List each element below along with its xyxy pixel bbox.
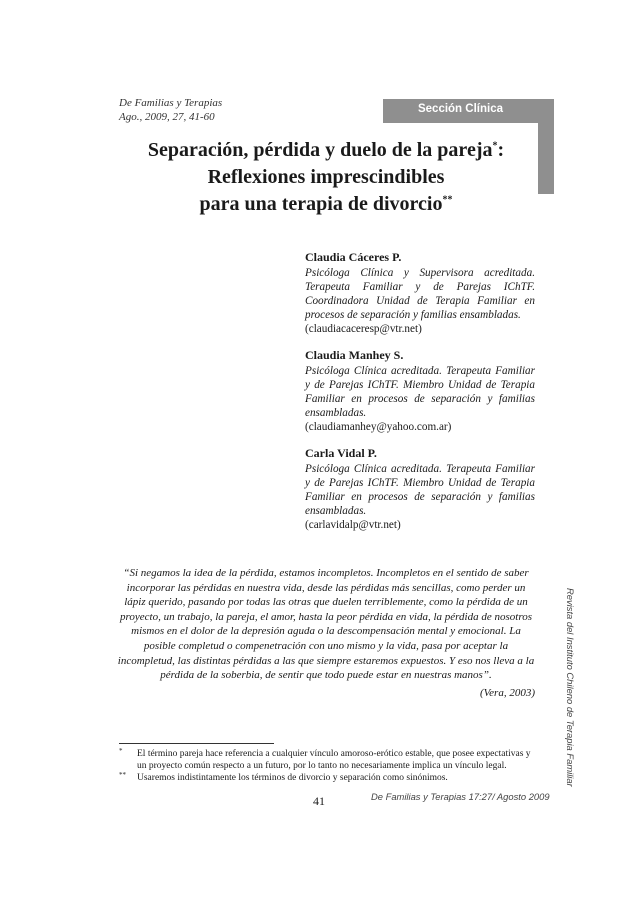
author-email: (claudiacaceresp@vtr.net)	[305, 323, 422, 335]
journal-issue: Ago., 2009, 27, 41-60	[119, 111, 215, 123]
footnote-mark: **	[119, 771, 126, 779]
footnote-text: El término pareja hace referencia a cualquier vínculo amoroso-erótico estable, que posee expectativas y un proyecto común respecto a un futuro, por lo tanto no necesariamente implica un vínculo legal.	[137, 749, 531, 771]
title-line-1: Separación, pérdida y duelo de la pareja*:	[147, 139, 505, 161]
epigraph-quote: “Si negamos la idea de la pérdida, estamos incompletos. Incompletos en el sentido de saber incorporar las pérdidas en nuestra vida, desde las pérdidas más sencillas, como perder un lápiz querido, pasando por todas las otras que duelen terriblemente, como la pérdida de un proyecto, un trabajo, la pareja, el amor, hasta la peor pérdida en vida, la pérdida de nosotros mismos en el dolor de la depresión aguda o la descompensación mental y emocional. La posible completud o compenetración con uno mismo y la vida, pasa por aceptar la incompletud, las distintas pérdidas a las que siempre estaremos expuestos. Y eso nos lleva a la pérdida de la soberbia, de sentir que todo puede estar en nuestras manos”.	[117, 567, 535, 682]
journal-header	[119, 96, 222, 124]
author-affiliation: Psicóloga Clínica acreditada. Terapeuta Familiar y de Parejas IChTF. Miembro Unidad de Terapia Familiar en procesos de separación y familias ensambladas.	[305, 463, 535, 517]
title-footnote-mark-1: *	[492, 140, 498, 152]
article-title	[120, 137, 532, 218]
author-email: (carlavidalp@vtr.net)	[305, 519, 401, 531]
title-line-3: para una terapia de divorcio**	[199, 193, 453, 215]
section-banner-tab	[538, 123, 554, 194]
author-email: (claudiamanhey@yahoo.com.ar)	[305, 421, 452, 433]
author-list	[305, 250, 535, 544]
footnote	[119, 772, 535, 784]
journal-name: De Familias y Terapias	[119, 97, 223, 109]
epigraph-citation: (Vera, 2003)	[480, 687, 535, 699]
page-number: 41	[313, 794, 325, 808]
author-affiliation: Psicóloga Clínica y Supervisora acreditada. Terapeuta Familiar y de Parejas IChTF. Coordinadora Unidad de Terapia Familiar en procesos de separación y familias ensambladas.	[305, 267, 535, 321]
footnote-divider	[119, 743, 274, 744]
journal-side-label: Revista del Instituto Chileno de Terapia Familiar	[565, 588, 576, 787]
footnotes	[119, 748, 535, 784]
footnote	[119, 748, 535, 772]
title-footnote-mark-2: **	[442, 194, 453, 206]
author-name: Claudia Manhey S.	[305, 348, 404, 362]
author-name: Carla Vidal P.	[305, 446, 377, 460]
footnote-mark: *	[119, 747, 123, 755]
author-block	[305, 446, 535, 532]
author-block	[305, 250, 535, 336]
footer-journal-ref: De Familias y Terapias 17:27/ Agosto 2009	[371, 791, 550, 802]
title-line-2: Reflexiones imprescindibles	[207, 166, 445, 188]
author-affiliation: Psicóloga Clínica acreditada. Terapeuta Familiar y de Parejas IChTF. Miembro Unidad de Terapia Familiar en procesos de separación y familias ensambladas.	[305, 365, 535, 419]
author-name: Claudia Cáceres P.	[305, 250, 402, 264]
author-block	[305, 348, 535, 434]
footnote-text: Usaremos indistintamente los términos de divorcio y separación como sinónimos.	[137, 773, 448, 783]
section-label: Sección Clínica	[417, 103, 503, 115]
